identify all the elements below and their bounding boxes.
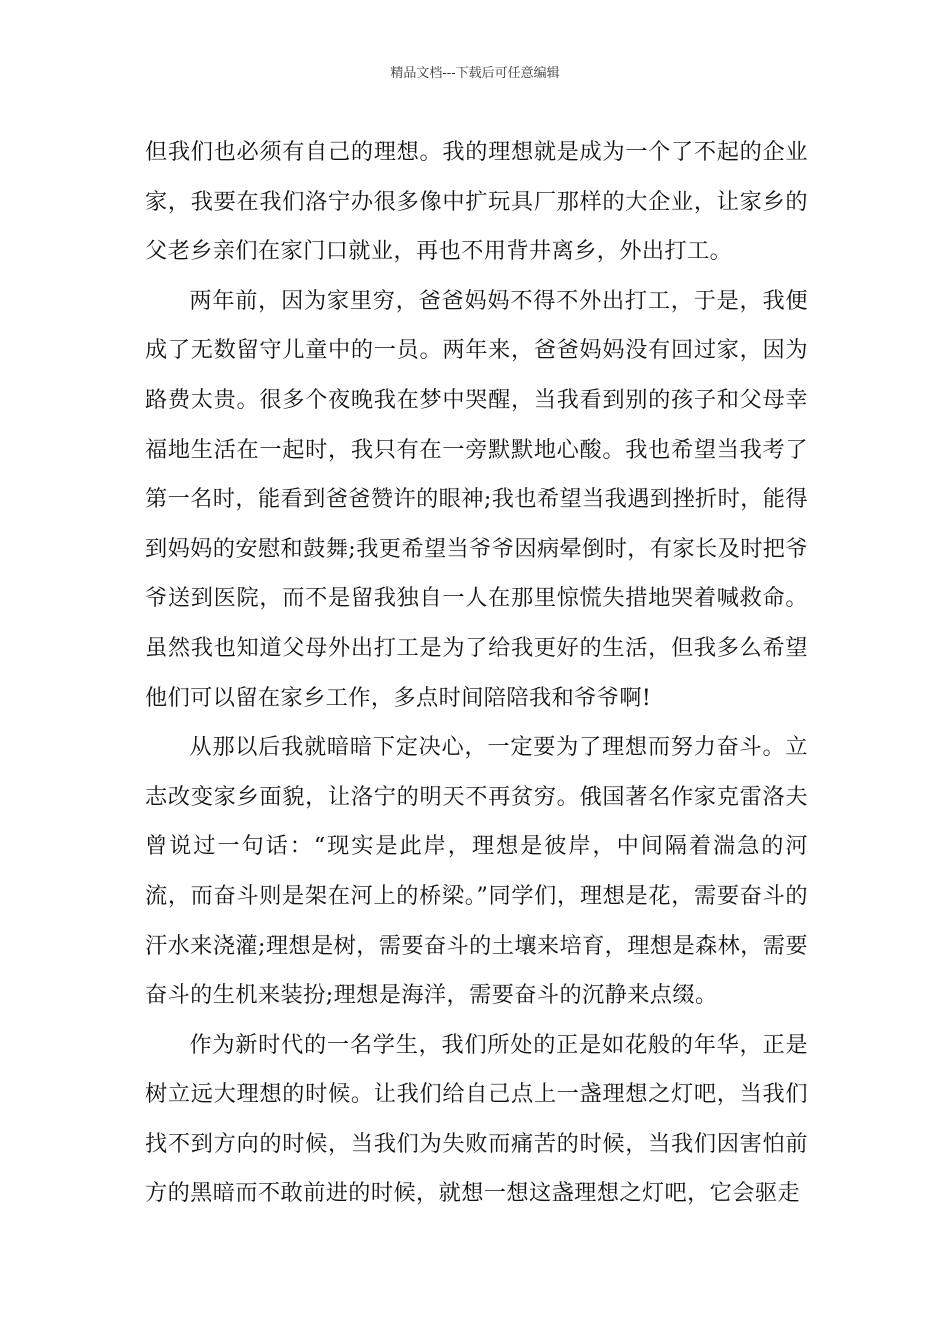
page-header: 精品文档---下载后可任意编辑 — [390, 66, 560, 81]
paragraph-1: 但我们也必须有自己的理想。我的理想就是成为一个了不起的企业家，我要在我们洛宁办很多像中扩玩具厂那样的大企业，让家乡的父老乡亲们在家门口就业，再也不用背井离乡，外出打工。 — [145, 139, 808, 265]
paragraph-4: 作为新时代的一名学生，我们所处的正是如花般的年华，正是树立远大理想的时候。让我们给自己点上一盏理想之灯吧，当我们找不到方向的时候，当我们为失败而痛苦的时候，当我们因害怕前方的黑暗而不敢前进的时候，就想一想这盏理想之灯吧，它会驱走 — [145, 1031, 808, 1207]
paragraph-3: 从那以后我就暗暗下定决心，一定要为了理想而努力奋斗。立志改变家乡面貌，让洛宁的明天不再贫穷。俄国著名作家克雷洛夫曾说过一句话：“现实是此岸，理想是彼岸，中间隔着湍急的河流，而奋斗则是架在河上的桥梁。”同学们，理想是花，需要奋斗的汗水来浇灌;理想是树，需要奋斗的土壤来培育，理想是森林，需要奋斗的生机来装扮;理想是海洋，需要奋斗的沉静来点缀。 — [145, 734, 808, 1009]
document-body — [145, 128, 808, 1219]
paragraph-2: 两年前，因为家里穷，爸爸妈妈不得不外出打工，于是，我便成了无数留守儿童中的一员。两年来，爸爸妈妈没有回过家，因为路费太贵。很多个夜晚我在梦中哭醒，当我看到别的孩子和父母幸福地生活在一起时，我只有在一旁默默地心酸。我也希望当我考了第一名时，能看到爸爸赞许的眼神;我也希望当我遇到挫折时，能得到妈妈的安慰和鼓舞;我更希望当爷爷因病晕倒时，有家长及时把爷爷送到医院，而不是留我独自一人在那里惊慌失措地哭着喊救命。虽然我也知道父母外出打工是为了给我更好的生活，但我多么希望他们可以留在家乡工作，多点时间陪陪我和爷爷啊! — [145, 287, 808, 711]
